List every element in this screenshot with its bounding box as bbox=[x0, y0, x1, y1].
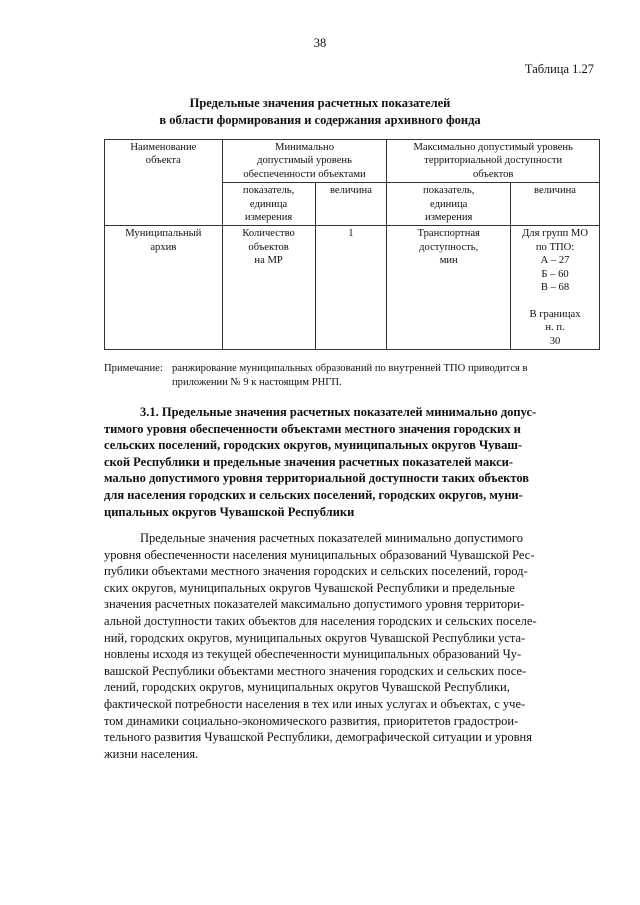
table-title-line: Предельные значения расчетных показателей bbox=[189, 96, 451, 110]
paragraph-line: вашской Республики объектами местного значения городских и сельских посе- bbox=[104, 663, 527, 678]
header-text: обеспеченности объектами bbox=[243, 168, 366, 180]
header-text: объектов bbox=[472, 168, 514, 180]
cell-text: 30 bbox=[549, 335, 561, 347]
cell-text: Муниципальный bbox=[125, 228, 202, 240]
header-text: территориальной доступности bbox=[424, 155, 563, 167]
paragraph-line: жизни населения. bbox=[104, 746, 199, 761]
heading-line: ской Республики и предельные значения расчетных показателей макси- bbox=[104, 454, 514, 469]
heading-line: мально допустимого уровня территориальной доступности таких объектов bbox=[104, 471, 530, 486]
table-row bbox=[105, 226, 600, 350]
paragraph-line: публики объектами местного значения городских и сельских поселений, город- bbox=[104, 564, 528, 579]
subheader-text: измерения bbox=[425, 212, 473, 224]
paragraph-line: альной доступности таких объектов для населения городских и сельских поселе- bbox=[104, 613, 537, 628]
cell-max-value bbox=[511, 226, 600, 350]
paragraph-line: значения расчетных показателей максимально допустимого уровня территори- bbox=[104, 597, 525, 612]
subheader-min-indicator bbox=[222, 183, 315, 226]
header-text: Минимально bbox=[275, 142, 334, 153]
table-label: Таблица 1.27 bbox=[524, 62, 594, 76]
cell-text: Количество bbox=[242, 228, 295, 240]
paragraph-line: фактической потребности населения в тех или иных услугах и объектах, с уче- bbox=[104, 696, 526, 711]
table-note bbox=[104, 362, 598, 389]
subheader-text: единица bbox=[249, 198, 288, 210]
subheader-text: показатель, bbox=[423, 185, 475, 197]
body-paragraph bbox=[104, 530, 598, 762]
paragraph-line: ских округов, муниципальных округов Чувашской Республики и предельные bbox=[104, 580, 515, 595]
table-header-row bbox=[105, 140, 600, 183]
cell-text: по ТПО: bbox=[535, 241, 575, 253]
subheader-max-indicator bbox=[387, 183, 511, 226]
header-text: Наименование bbox=[130, 142, 197, 153]
heading-line: ципальных округов Чувашской Республики bbox=[104, 504, 355, 519]
paragraph-line: Предельные значения расчетных показателей минимально допустимого bbox=[140, 531, 523, 545]
paragraph-line: лений, городских округов, муниципальных округов Чувашской Республики, bbox=[104, 680, 510, 695]
heading-line: 3.1. Предельные значения расчетных показателей минимально допус- bbox=[140, 405, 537, 419]
subheader-min-value: величина bbox=[315, 183, 387, 226]
cell-min-indicator bbox=[222, 226, 315, 350]
heading-line: сельских поселений, городских округов, муниципальных округов Чуваш- bbox=[104, 438, 523, 453]
subheader-text: показатель, bbox=[242, 185, 295, 197]
cell-text: В границах bbox=[529, 308, 581, 320]
cell-text: на МР bbox=[254, 255, 283, 267]
header-object-name bbox=[105, 140, 223, 226]
section-heading bbox=[104, 404, 598, 520]
header-text: допустимый уровень bbox=[257, 155, 352, 167]
paragraph-line: том динамики социально-экономического развития, приоритетов градострои- bbox=[104, 713, 519, 728]
cell-text: мин bbox=[439, 255, 458, 267]
cell-min-value: 1 bbox=[315, 226, 387, 350]
cell-spacer bbox=[514, 294, 596, 307]
header-text: объекта bbox=[145, 155, 181, 167]
cell-text: Для групп МО bbox=[522, 228, 588, 240]
cell-object-name bbox=[105, 226, 223, 350]
cell-text: А – 27 bbox=[540, 255, 570, 267]
paragraph-line: уровня обеспеченности населения муниципальных образований Чувашской Рес- bbox=[104, 547, 535, 562]
header-max-level bbox=[387, 140, 600, 183]
note-label: Примечание: bbox=[104, 363, 163, 374]
heading-line: для населения городских и сельских поселений, городских округов, муни- bbox=[104, 487, 523, 502]
table-title-line: в области формирования и содержания архивного фонда bbox=[159, 113, 481, 127]
cell-max-indicator bbox=[387, 226, 511, 350]
note-line: приложении № 9 к настоящим РНГП. bbox=[172, 376, 342, 388]
cell-text: доступность, bbox=[419, 241, 479, 253]
cell-text: Б – 60 bbox=[541, 268, 569, 280]
cell-text: объектов bbox=[248, 241, 289, 253]
subheader-text: единица bbox=[430, 198, 468, 210]
heading-line: тимого уровня обеспеченности объектами местного значения городских и bbox=[104, 421, 521, 436]
cell-text: Транспортная bbox=[417, 228, 480, 240]
header-text: Максимально допустимый уровень bbox=[413, 142, 573, 153]
cell-text: н. п. bbox=[545, 322, 565, 334]
note-text bbox=[172, 362, 598, 389]
paragraph-line: тельного развития Чувашской Республики, демографической ситуации и уровня bbox=[104, 730, 532, 745]
page-number: 38 bbox=[313, 36, 327, 50]
cell-text: архив bbox=[150, 241, 177, 253]
table-title bbox=[0, 95, 640, 129]
subheader-max-value: величина bbox=[511, 183, 600, 226]
header-min-level bbox=[222, 140, 387, 183]
subheader-text: измерения bbox=[244, 212, 293, 224]
note-line: ранжирование муниципальных образований по внутренней ТПО приводится в bbox=[172, 363, 528, 374]
paragraph-line: новлены исходя из текущей обеспеченности муниципальных образований Чу- bbox=[104, 647, 522, 662]
paragraph-line: ний, городских округов, муниципальных округов Чувашской Республики уста- bbox=[104, 630, 526, 645]
archive-table bbox=[104, 139, 600, 350]
cell-text: В – 68 bbox=[540, 282, 570, 294]
